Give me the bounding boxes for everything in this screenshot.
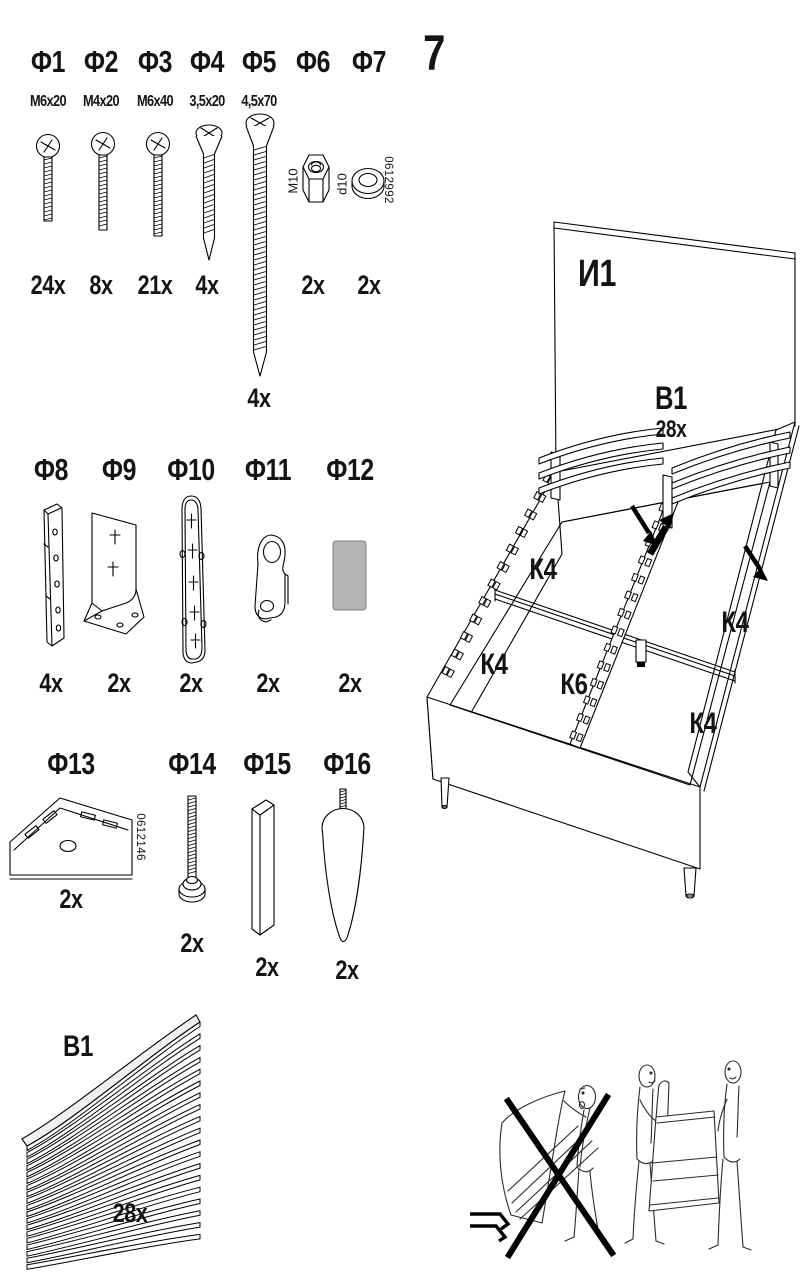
screw-f4-drawing [189, 122, 229, 267]
bracket-f8-drawing [28, 500, 78, 652]
nut-f6-drawing [299, 152, 333, 210]
corner-bracket-part-code: 0612146 [134, 813, 146, 861]
part-label-f16: Ф16 [323, 746, 371, 781]
plate-f10-drawing [170, 492, 212, 668]
center-support-foot [636, 640, 646, 662]
part-size-f1: M6x20 [30, 93, 66, 110]
screw-f2-drawing [85, 131, 121, 241]
part-label-f8: Ф8 [33, 452, 69, 487]
part-qty-f12: 2x [338, 668, 362, 698]
part-qty-f8: 4x [39, 668, 63, 698]
diagram-slats-qty: 28x [655, 416, 687, 443]
rail-label-k4-b: К4 [480, 648, 508, 681]
pad-f12-drawing [332, 540, 368, 612]
part-label-f2: Ф2 [83, 44, 119, 79]
part-qty-f3: 21x [137, 270, 173, 300]
part-qty-f11: 2x [256, 668, 280, 698]
part-size-f5: 4,5x70 [241, 93, 277, 110]
square-leg-f15-drawing [242, 795, 282, 943]
part-label-f11: Ф11 [244, 452, 292, 487]
floor-drag-marks [470, 1214, 508, 1241]
corner-bracket-f13-drawing [8, 790, 136, 884]
screw-f3-drawing [140, 131, 176, 249]
diagram-slats-label: В1 [655, 380, 687, 416]
part-qty-f15: 2x [255, 952, 279, 982]
carry-warning-illustration [440, 1055, 800, 1277]
cone-leg-f16-drawing [315, 786, 371, 950]
part-label-f1: Ф1 [30, 44, 66, 79]
screw-f1-drawing [30, 133, 66, 233]
part-qty-f2: 8x [89, 270, 113, 300]
slat-stack-drawing [15, 1008, 220, 1278]
part-label-f12: Ф12 [326, 452, 374, 487]
footboard-panel [427, 697, 700, 869]
rail-label-k4-d: К4 [689, 707, 717, 740]
part-qty-f5: 4x [247, 383, 271, 413]
part-qty-f13: 2x [59, 884, 83, 914]
part-qty-f7: 2x [357, 270, 381, 300]
part-label-f5: Ф5 [241, 44, 277, 79]
part-label-f15: Ф15 [243, 746, 291, 781]
washer-spec-text: d10 [334, 173, 350, 195]
part-label-f3: Ф3 [137, 44, 173, 79]
part-size-f2: M4x20 [83, 93, 119, 110]
screw-f5-drawing [240, 110, 280, 382]
page-number: 7 [423, 25, 445, 81]
part-label-f13: Ф13 [47, 746, 95, 781]
washer-part-code: 0612992 [382, 156, 394, 204]
part-qty-f6: 2x [301, 270, 325, 300]
part-size-f4: 3,5x20 [189, 93, 225, 110]
part-qty-f14: 2x [180, 928, 204, 958]
slat-kit-label: B1 [63, 1030, 93, 1063]
nut-spec-text: M10 [285, 168, 301, 194]
part-label-f7: Ф7 [351, 44, 387, 79]
slat-kit-qty: 28x [112, 1198, 148, 1228]
bracket-f9-drawing [78, 505, 150, 643]
part-label-f6: Ф6 [295, 44, 331, 79]
threaded-rod-f14-drawing [172, 792, 212, 910]
rail-label-k4-c: К4 [721, 606, 749, 639]
part-size-f3: M6x40 [137, 93, 173, 110]
part-qty-f4: 4x [195, 270, 219, 300]
part-qty-f16: 2x [335, 955, 359, 985]
headboard-label: И1 [578, 253, 616, 295]
part-label-f9: Ф9 [101, 452, 137, 487]
correct-carry-scene [625, 1061, 751, 1250]
rail-label-k6: К6 [560, 668, 588, 701]
part-label-f10: Ф10 [167, 452, 215, 487]
bed-assembly-diagram [420, 210, 800, 960]
tab-f11-drawing [245, 530, 290, 635]
part-label-f4: Ф4 [189, 44, 225, 79]
part-label-f14: Ф14 [168, 746, 216, 781]
rail-label-k4-a: К4 [529, 553, 557, 586]
part-qty-f9: 2x [107, 668, 131, 698]
part-qty-f10: 2x [179, 668, 203, 698]
part-qty-f1: 24x [30, 270, 66, 300]
